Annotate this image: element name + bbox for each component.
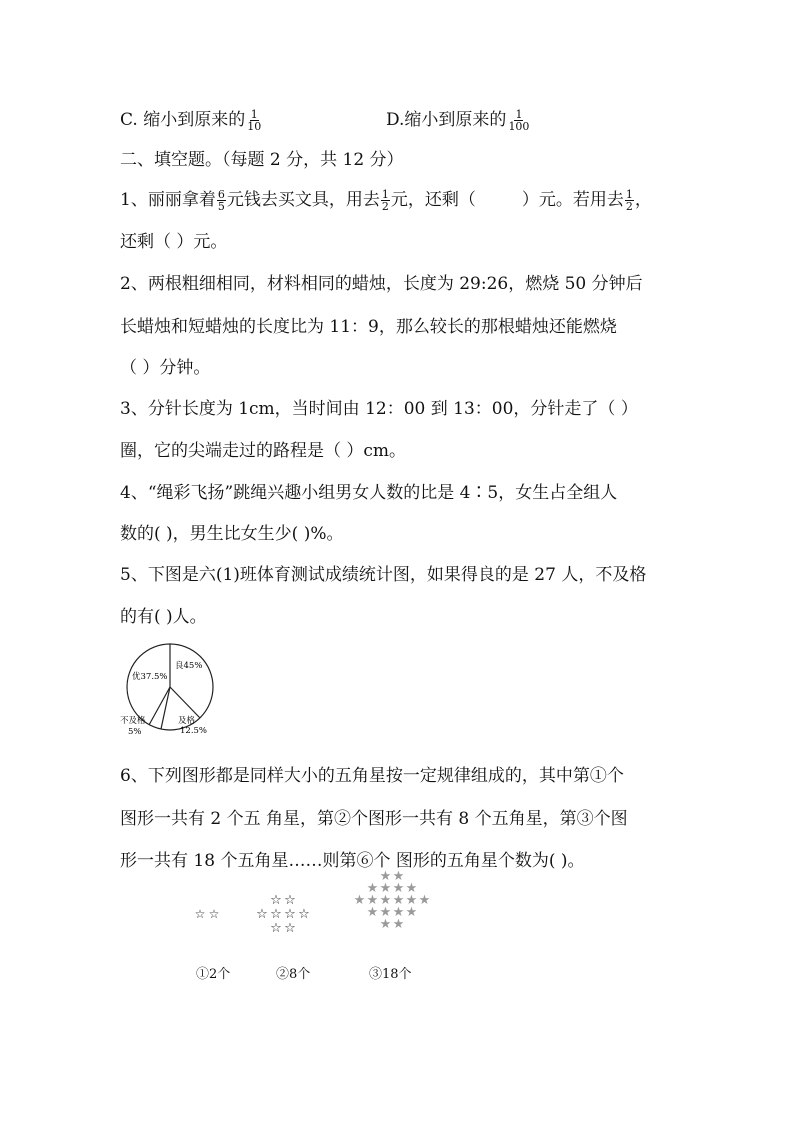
option-c (120, 108, 263, 132)
pie-label-fail-2: 5% (128, 727, 142, 737)
star-icon: ★ (405, 905, 418, 920)
fraction-denominator: 100 (508, 120, 530, 133)
star-icon: ☆ (270, 893, 282, 908)
fraction-numerator: 6 (217, 188, 225, 201)
fraction-numerator: 1 (250, 108, 258, 121)
question-2-line-2: 长蜡烛和短蜡烛的长度比为 11：9，那么较长的那根蜡烛还能燃烧 (120, 317, 617, 337)
star-icon: ☆ (270, 921, 282, 936)
star-icon: ★ (366, 905, 379, 920)
pie-divider-pass-good (170, 687, 200, 718)
fraction-denominator: 5 (217, 200, 225, 213)
q1-text-e: ， (634, 190, 652, 210)
fraction (625, 189, 634, 212)
star-icon: ★ (366, 881, 379, 896)
pie-chart (118, 640, 218, 740)
star-icon: ★ (418, 893, 431, 908)
q1-text-d: ）元。若用去 (521, 190, 624, 210)
question-5-line-1: 5、下图是六(1)班体育测试成绩统计图，如果得良的是 27 人，不及格 (120, 565, 647, 585)
question-1-line-1 (120, 188, 652, 212)
star-row (353, 893, 431, 908)
star-icon: ★ (379, 869, 392, 884)
star-icon: ★ (379, 893, 392, 908)
question-4-line-2: 数的( )，男生比女生少( )%。 (120, 524, 344, 544)
pie-label-pass-2: 12.5% (180, 726, 208, 736)
star-icon: ★ (392, 893, 405, 908)
star-icon: ★ (405, 893, 418, 908)
star-row (255, 892, 311, 906)
option-d (386, 108, 531, 132)
fraction-numerator: 1 (381, 188, 389, 201)
star-icon: ★ (379, 917, 392, 932)
star-icon: ★ (353, 893, 366, 908)
question-3-line-2: 圈，它的尖端走过的路程是（ ）cm。 (120, 441, 407, 461)
question-6-line-2: 图形一共有 2 个五 角星，第②个图形一共有 8 个五角星，第③个图 (120, 809, 628, 829)
fraction (507, 109, 530, 132)
star-figure-3 (353, 869, 431, 932)
fraction-denominator: 10 (247, 120, 262, 133)
question-3-line-1: 3、分针长度为 1cm，当时间由 12：00 到 13：00，分针走了（ ） (120, 399, 638, 419)
fraction-numerator: 1 (515, 108, 523, 121)
star-icon: ★ (379, 881, 392, 896)
star-row (353, 869, 431, 884)
star-row (353, 917, 431, 932)
star-row (193, 906, 221, 920)
pie-label-good: 良45% (175, 661, 203, 671)
star-icon: ★ (392, 905, 405, 920)
figure-3-label: ③18个 (369, 967, 412, 982)
figure-2-label: ②8个 (276, 967, 311, 982)
star-figure-1 (193, 906, 221, 920)
option-c-text: C. 缩小到原来的 (120, 110, 246, 130)
star-icon: ★ (405, 881, 418, 896)
star-icon: ★ (392, 881, 405, 896)
star-row (255, 920, 311, 934)
star-row (255, 906, 311, 920)
q1-text-c: 元，还剩（ (390, 190, 476, 210)
fraction-denominator: 2 (625, 200, 633, 213)
pie-label-pass-1: 及格 (178, 716, 196, 726)
fraction-numerator: 1 (625, 188, 633, 201)
option-d-text: D.缩小到原来的 (386, 110, 507, 130)
star-figure-2 (255, 892, 311, 934)
star-icon: ☆ (208, 907, 220, 921)
figure-1-label: ①2个 (196, 967, 231, 982)
star-icon: ☆ (256, 907, 268, 922)
star-icon: ☆ (298, 907, 310, 922)
pie-divider-excellent-fail (149, 687, 170, 725)
q1-text-a: 1、丽丽拿着 (120, 190, 216, 210)
star-icon: ★ (379, 905, 392, 920)
star-icon: ★ (366, 893, 379, 908)
star-row (353, 881, 431, 896)
fraction-denominator: 2 (381, 200, 389, 213)
question-5-line-2: 的有( )人。 (120, 607, 207, 627)
fraction (381, 189, 390, 212)
section-title: 二、填空题。（每题 2 分，共 12 分） (120, 150, 404, 170)
star-icon: ☆ (194, 907, 206, 921)
star-icon: ☆ (284, 921, 296, 936)
question-4-line-1: 4、“绳彩飞扬”跳绳兴趣小组男女人数的比是 4∶5，女生占全组人 (120, 483, 618, 503)
fraction (217, 189, 226, 212)
question-1-line-2: 还剩（ ）元。 (120, 232, 228, 252)
star-icon: ☆ (284, 893, 296, 908)
star-icon: ☆ (270, 907, 282, 922)
pie-label-excellent: 优37.5% (132, 672, 168, 682)
q1-text-b: 元钱去买文具，用去 (226, 190, 380, 210)
question-6-line-1: 6、下列图形都是同样大小的五角星按一定规律组成的，其中第①个 (120, 766, 624, 786)
pie-label-fail-1: 不及格 (120, 716, 146, 726)
pie-divider-fail-pass (161, 687, 170, 729)
fraction (246, 109, 262, 132)
question-2-line-3: （ ）分钟。 (120, 358, 211, 378)
star-icon: ★ (392, 869, 405, 884)
question-6-line-3: 形一共有 18 个五角星……则第⑥个 图形的五角星个数为( )。 (120, 851, 585, 871)
star-icon: ☆ (284, 907, 296, 922)
question-2-line-1: 2、两根粗细相同，材料相同的蜡烛，长度为 29:26，燃烧 50 分钟后 (120, 274, 643, 294)
star-icon: ★ (392, 917, 405, 932)
